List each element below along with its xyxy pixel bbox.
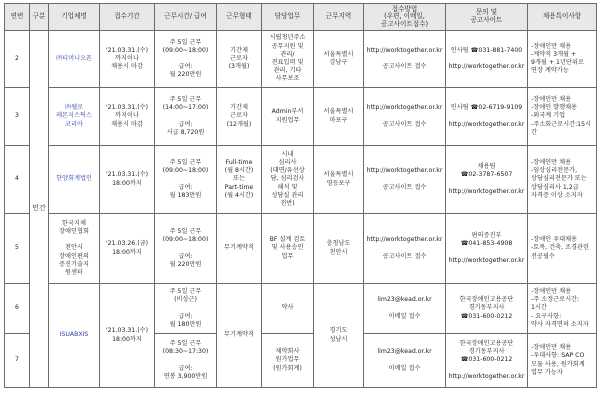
table-row (5, 31, 597, 88)
type-cell: 기간제 근로자 (12개월) (217, 88, 262, 146)
category-cell: 민간 (30, 31, 49, 388)
table-row (5, 146, 597, 214)
duty-cell: 약사 (262, 284, 314, 334)
contact-cell[interactable]: 인사팀 ☎02-6719-9109 http://worktogether.or.kr (446, 88, 528, 146)
job-listing-table (4, 3, 597, 388)
hours-cell: 주 5일 근무 (14:00~17:00) 급여: 시급 8,720원 (155, 88, 217, 146)
type-cell: Full-time (월 8시간) 또는 Part-time (월 4시간) (217, 146, 262, 214)
notes-cell: -장애인만 채용 -임상심리전문가, 상담심리전문가 또는 상담심리사 1,2급 자격증 이상 소지자 (528, 146, 597, 214)
apply-cell[interactable]: http://worktogether.or.kr 공고사이트 접수 (364, 214, 446, 284)
period-cell: '21.03.31.(수) 까지이나 채용시 마감 (100, 31, 155, 88)
apply-cell[interactable]: http://worktogether.or.kr 공고사이트 접수 (364, 31, 446, 88)
row-number: 6 (5, 284, 30, 334)
hours-cell: 주 5일 근무 (09:00~18:00) 급여: 월 220만원 (155, 214, 217, 284)
notes-cell: -장애인만 채용 -장애인 발행채용 -외국계 기업 -주소회근로시간:15시간 (528, 88, 597, 146)
row-number: 7 (5, 334, 30, 388)
table-row (5, 284, 597, 334)
region-cell: 충청남도 천안시 (314, 214, 364, 284)
hours-cell: 주 5일 근무 (08:30~17:30) 급여: 연봉 3,900만원 (155, 334, 217, 388)
row-number: 4 (5, 146, 30, 214)
row-number: 5 (5, 214, 30, 284)
company-name: ㈜티머니오픈 (49, 31, 100, 88)
notes-cell: -장애인만 채용 -주 소정근로시간: 1시간 - 요구사항: 약사 자격면허 소지자 (528, 284, 597, 334)
company-name: 한양회계법인 (49, 146, 100, 214)
contact-cell[interactable]: 인사팀 ☎031-881-7400 http://worktogether.or.kr (446, 31, 528, 88)
period-cell: '21.03.26.(금) 18:00까지 (100, 214, 155, 284)
header-contact: 문의 및 공고사이트 (446, 4, 528, 31)
header-apply: 접수방법 (우편, 이메일, 공고사이트접수) (364, 4, 446, 31)
duty-cell: 시립청년주소 공무지원 및 관리/ 전표입력 및 관리, 기타 사무보조 (262, 31, 314, 88)
notes-cell: -장애인만 채용 -우대사항: SAP CO 모듈 사용, 원가회계 업무 가능자 (528, 334, 597, 388)
type-cell: 무기계약직 (217, 284, 262, 388)
row-number: 2 (5, 31, 30, 88)
duty-cell: Admin부서 지원업무 (262, 88, 314, 146)
hours-cell: 주 5일 근무 (비상근) 급여: 월 180만원 (155, 284, 217, 334)
header-region: 근무지역 (314, 4, 364, 31)
contact-cell[interactable]: 편의증진부 ☎041-853-4908 http://worktogether.or.kr (446, 214, 528, 284)
table-row (5, 88, 597, 146)
header-duty: 담당업무 (262, 4, 314, 31)
apply-cell[interactable]: http://worktogether.or.kr 공고사이트 접수 (364, 88, 446, 146)
row-number: 3 (5, 88, 30, 146)
notes-cell: -장애인만 채용 -계약직 3개월 + 9개월 + 1년단위로 연장 계약가능 (528, 31, 597, 88)
period-cell: '21.03.31.(수) 18:00까지 (100, 284, 155, 388)
type-cell: 무기계약직 (217, 214, 262, 284)
apply-cell[interactable]: lim23@kead.or.kr 이메일 접수 (364, 284, 446, 334)
header-row (5, 4, 597, 31)
table-row (5, 214, 597, 284)
region-cell: 서울특별시 영등포구 (314, 146, 364, 214)
header-category: 구분 (30, 4, 49, 31)
duty-cell: 시내 심리사 (대면/유선상 담, 심리검사 해석 및 상담실 관리 전반) (262, 146, 314, 214)
duty-cell: BF 설계 검토 및 사용승인 업무 (262, 214, 314, 284)
apply-cell[interactable]: http://worktogether.or.kr 공고사이트 접수 (364, 146, 446, 214)
header-company: 기업체명 (49, 4, 100, 31)
header-no: 연번 (5, 4, 30, 31)
type-cell: 기간제 근로자 (3개월) (217, 31, 262, 88)
contact-cell[interactable]: 한국장애인고용공단 경기동부지사 ☎031-600-0212 http://worktogether.or.kr (446, 334, 528, 388)
header-type: 근무형태 (217, 4, 262, 31)
header-notes: 채용특이사항 (528, 4, 597, 31)
region-cell: 서울특별시 강남구 (314, 31, 364, 88)
company-name: 한국지체 장애인협회 천안시 장애인편의 증진기술지 원센터 (49, 214, 100, 284)
company-name: ISUABXIS (49, 284, 100, 388)
duty-cell: 제약회사 원가업무 (원가회계) (262, 334, 314, 388)
region-cell: 서울특별시 마포구 (314, 88, 364, 146)
header-period: 접수기간 (100, 4, 155, 31)
apply-cell[interactable]: lim23@kead.or.kr 이메일 접수 (364, 334, 446, 388)
hours-cell: 주 5일 근무 (09:00~18:00) 급여: 월 220만원 (155, 31, 217, 88)
region-cell: 경기도 성남시 (314, 284, 364, 388)
hours-cell: 주 5일 근무 (09:00~18:00) 급여: 월 183만원 (155, 146, 217, 214)
period-cell: '21.03.31.(수) 까지이나 채용시 마감 (100, 88, 155, 146)
notes-cell: -장애인 우대채용 -토목, 건축, 조경관련 전공필수 (528, 214, 597, 284)
header-hours: 근무시간/ 급여 (155, 4, 217, 31)
company-name: ㈜웰로 레몬지스틱스 코리아 (49, 88, 100, 146)
period-cell: '21.03.31.(수) 18:00까지 (100, 146, 155, 214)
contact-cell[interactable]: 한국장애인고용공단 경기동부지사 ☎031-600-0212 (446, 284, 528, 334)
contact-cell[interactable]: 채용팀 ☎02-3787-6507 http://worktogether.or.kr (446, 146, 528, 214)
